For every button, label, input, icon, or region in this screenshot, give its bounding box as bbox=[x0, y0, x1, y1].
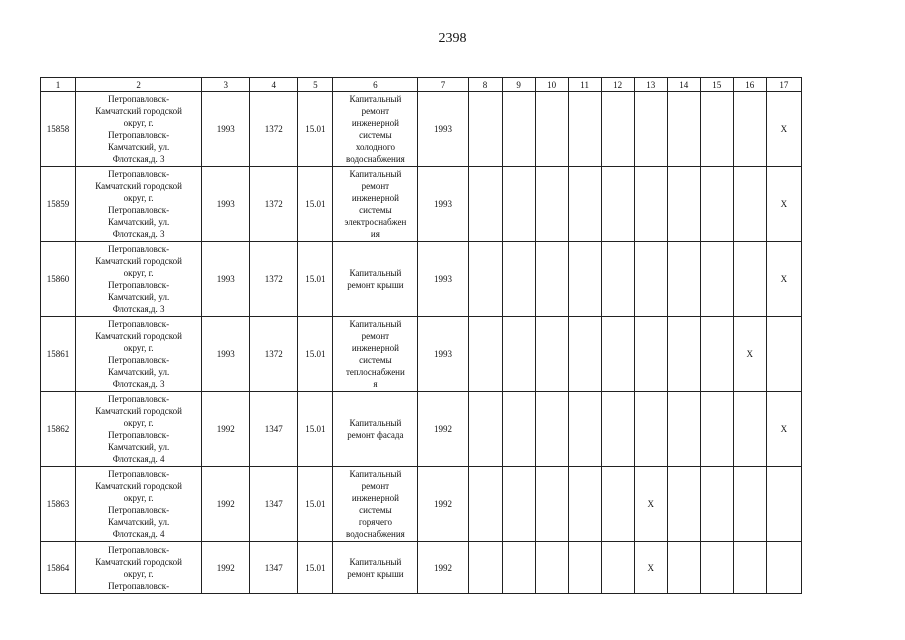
empty-cell bbox=[601, 317, 634, 392]
empty-cell bbox=[700, 317, 733, 392]
mark-cell: X bbox=[766, 242, 801, 317]
code-cell: 15.01 bbox=[298, 167, 333, 242]
record-id-cell: 15861 bbox=[41, 317, 76, 392]
empty-cell bbox=[601, 167, 634, 242]
empty-cell bbox=[468, 542, 502, 594]
year-cell: 1993 bbox=[202, 167, 250, 242]
mark-cell: X bbox=[766, 392, 801, 467]
number-cell: 1347 bbox=[250, 392, 298, 467]
empty-cell bbox=[502, 392, 535, 467]
empty-cell bbox=[601, 92, 634, 167]
empty-cell bbox=[568, 167, 601, 242]
header-row bbox=[41, 78, 802, 92]
empty-cell bbox=[667, 242, 700, 317]
empty-cell bbox=[568, 392, 601, 467]
empty-cell bbox=[568, 467, 601, 542]
code-cell: 15.01 bbox=[298, 392, 333, 467]
table-body bbox=[41, 92, 802, 594]
empty-cell bbox=[634, 392, 667, 467]
number-cell: 1372 bbox=[250, 167, 298, 242]
year-cell: 1992 bbox=[202, 542, 250, 594]
year-cell: 1993 bbox=[202, 92, 250, 167]
address-cell: Петропавловск- Камчатский городской округ, г. Петропавловск- Камчатский, ул. Флотская,д. 4 bbox=[76, 392, 202, 467]
address-cell: Петропавловск- Камчатский городской округ, г. Петропавловск- Камчатский, ул. Флотская,д. 4 bbox=[76, 467, 202, 542]
work-type-cell: Капитальный ремонт инженерной системы теплоснабжени я bbox=[333, 317, 418, 392]
column-header: 2 bbox=[76, 78, 202, 92]
address-cell: Петропавловск- Камчатский городской округ, г. Петропавловск- Камчатский, ул. Флотская,д. 3 bbox=[76, 167, 202, 242]
empty-cell bbox=[733, 542, 766, 594]
empty-cell bbox=[634, 92, 667, 167]
year-cell: 1992 bbox=[418, 467, 468, 542]
empty-cell bbox=[700, 467, 733, 542]
column-header: 17 bbox=[766, 78, 801, 92]
empty-cell bbox=[733, 467, 766, 542]
column-header: 6 bbox=[333, 78, 418, 92]
empty-cell bbox=[700, 542, 733, 594]
empty-cell bbox=[733, 167, 766, 242]
empty-cell bbox=[634, 167, 667, 242]
address-cell: Петропавловск- Камчатский городской округ, г. Петропавловск- bbox=[76, 542, 202, 594]
work-type-cell: Капитальный ремонт инженерной системы холодного водоснабжения bbox=[333, 92, 418, 167]
empty-cell bbox=[601, 467, 634, 542]
year-cell: 1993 bbox=[418, 242, 468, 317]
code-cell: 15.01 bbox=[298, 467, 333, 542]
empty-cell bbox=[468, 92, 502, 167]
empty-cell bbox=[667, 92, 700, 167]
empty-cell bbox=[766, 467, 801, 542]
work-type-cell: Капитальный ремонт инженерной системы электроснабжен ия bbox=[333, 167, 418, 242]
empty-cell bbox=[502, 467, 535, 542]
empty-cell bbox=[568, 542, 601, 594]
repair-registry-table bbox=[40, 77, 802, 594]
column-header: 5 bbox=[298, 78, 333, 92]
year-cell: 1992 bbox=[418, 392, 468, 467]
empty-cell bbox=[733, 92, 766, 167]
column-header: 11 bbox=[568, 78, 601, 92]
empty-cell bbox=[568, 242, 601, 317]
record-id-cell: 15862 bbox=[41, 392, 76, 467]
work-type-cell: Капитальный ремонт инженерной системы горячего водоснабжения bbox=[333, 467, 418, 542]
mark-cell: X bbox=[766, 167, 801, 242]
empty-cell bbox=[733, 392, 766, 467]
empty-cell bbox=[568, 317, 601, 392]
column-header: 3 bbox=[202, 78, 250, 92]
empty-cell bbox=[634, 317, 667, 392]
column-header: 4 bbox=[250, 78, 298, 92]
year-cell: 1993 bbox=[202, 242, 250, 317]
table-row bbox=[41, 542, 802, 594]
empty-cell bbox=[667, 317, 700, 392]
table-row bbox=[41, 467, 802, 542]
code-cell: 15.01 bbox=[298, 242, 333, 317]
empty-cell bbox=[700, 167, 733, 242]
empty-cell bbox=[468, 392, 502, 467]
empty-cell bbox=[766, 317, 801, 392]
address-cell: Петропавловск- Камчатский городской округ, г. Петропавловск- Камчатский, ул. Флотская,д. 3 bbox=[76, 317, 202, 392]
empty-cell bbox=[468, 167, 502, 242]
empty-cell bbox=[502, 167, 535, 242]
empty-cell bbox=[601, 392, 634, 467]
empty-cell bbox=[700, 92, 733, 167]
empty-cell bbox=[601, 542, 634, 594]
empty-cell bbox=[700, 242, 733, 317]
empty-cell bbox=[535, 242, 568, 317]
empty-cell bbox=[535, 92, 568, 167]
empty-cell bbox=[502, 242, 535, 317]
empty-cell bbox=[468, 242, 502, 317]
number-cell: 1372 bbox=[250, 242, 298, 317]
year-cell: 1993 bbox=[418, 167, 468, 242]
code-cell: 15.01 bbox=[298, 317, 333, 392]
empty-cell bbox=[733, 242, 766, 317]
year-cell: 1993 bbox=[202, 317, 250, 392]
mark-cell: X bbox=[766, 92, 801, 167]
year-cell: 1993 bbox=[418, 317, 468, 392]
mark-cell: X bbox=[733, 317, 766, 392]
code-cell: 15.01 bbox=[298, 92, 333, 167]
column-header: 1 bbox=[41, 78, 76, 92]
record-id-cell: 15860 bbox=[41, 242, 76, 317]
year-cell: 1992 bbox=[202, 467, 250, 542]
column-header: 12 bbox=[601, 78, 634, 92]
empty-cell bbox=[502, 317, 535, 392]
empty-cell bbox=[667, 467, 700, 542]
empty-cell bbox=[535, 467, 568, 542]
empty-cell bbox=[700, 392, 733, 467]
column-header: 16 bbox=[733, 78, 766, 92]
table-row bbox=[41, 392, 802, 467]
record-id-cell: 15859 bbox=[41, 167, 76, 242]
column-header: 10 bbox=[535, 78, 568, 92]
mark-cell: X bbox=[634, 467, 667, 542]
number-cell: 1347 bbox=[250, 542, 298, 594]
empty-cell bbox=[634, 242, 667, 317]
empty-cell bbox=[502, 542, 535, 594]
record-id-cell: 15863 bbox=[41, 467, 76, 542]
column-header: 15 bbox=[700, 78, 733, 92]
empty-cell bbox=[468, 467, 502, 542]
work-type-cell: Капитальный ремонт крыши bbox=[333, 242, 418, 317]
empty-cell bbox=[535, 392, 568, 467]
record-id-cell: 15858 bbox=[41, 92, 76, 167]
page-number: 2398 bbox=[438, 31, 467, 46]
mark-cell: X bbox=[634, 542, 667, 594]
column-header: 13 bbox=[634, 78, 667, 92]
empty-cell bbox=[502, 92, 535, 167]
code-cell: 15.01 bbox=[298, 542, 333, 594]
year-cell: 1993 bbox=[418, 92, 468, 167]
column-header: 8 bbox=[468, 78, 502, 92]
number-cell: 1372 bbox=[250, 92, 298, 167]
empty-cell bbox=[667, 542, 700, 594]
empty-cell bbox=[468, 317, 502, 392]
year-cell: 1992 bbox=[202, 392, 250, 467]
record-id-cell: 15864 bbox=[41, 542, 76, 594]
address-cell: Петропавловск- Камчатский городской округ, г. Петропавловск- Камчатский, ул. Флотская,д. 3 bbox=[76, 242, 202, 317]
table-row bbox=[41, 167, 802, 242]
number-cell: 1372 bbox=[250, 317, 298, 392]
empty-cell bbox=[535, 317, 568, 392]
empty-cell bbox=[667, 167, 700, 242]
empty-cell bbox=[568, 92, 601, 167]
table-row bbox=[41, 242, 802, 317]
column-header: 9 bbox=[502, 78, 535, 92]
year-cell: 1992 bbox=[418, 542, 468, 594]
table-row bbox=[41, 92, 802, 167]
number-cell: 1347 bbox=[250, 467, 298, 542]
work-type-cell: Капитальный ремонт крыши bbox=[333, 542, 418, 594]
empty-cell bbox=[535, 542, 568, 594]
column-header: 14 bbox=[667, 78, 700, 92]
empty-cell bbox=[601, 242, 634, 317]
column-header: 7 bbox=[418, 78, 468, 92]
empty-cell bbox=[535, 167, 568, 242]
empty-cell bbox=[766, 542, 801, 594]
address-cell: Петропавловск- Камчатский городской округ, г. Петропавловск- Камчатский, ул. Флотская,д. 3 bbox=[76, 92, 202, 167]
empty-cell bbox=[667, 392, 700, 467]
work-type-cell: Капитальный ремонт фасада bbox=[333, 392, 418, 467]
table-row bbox=[41, 317, 802, 392]
